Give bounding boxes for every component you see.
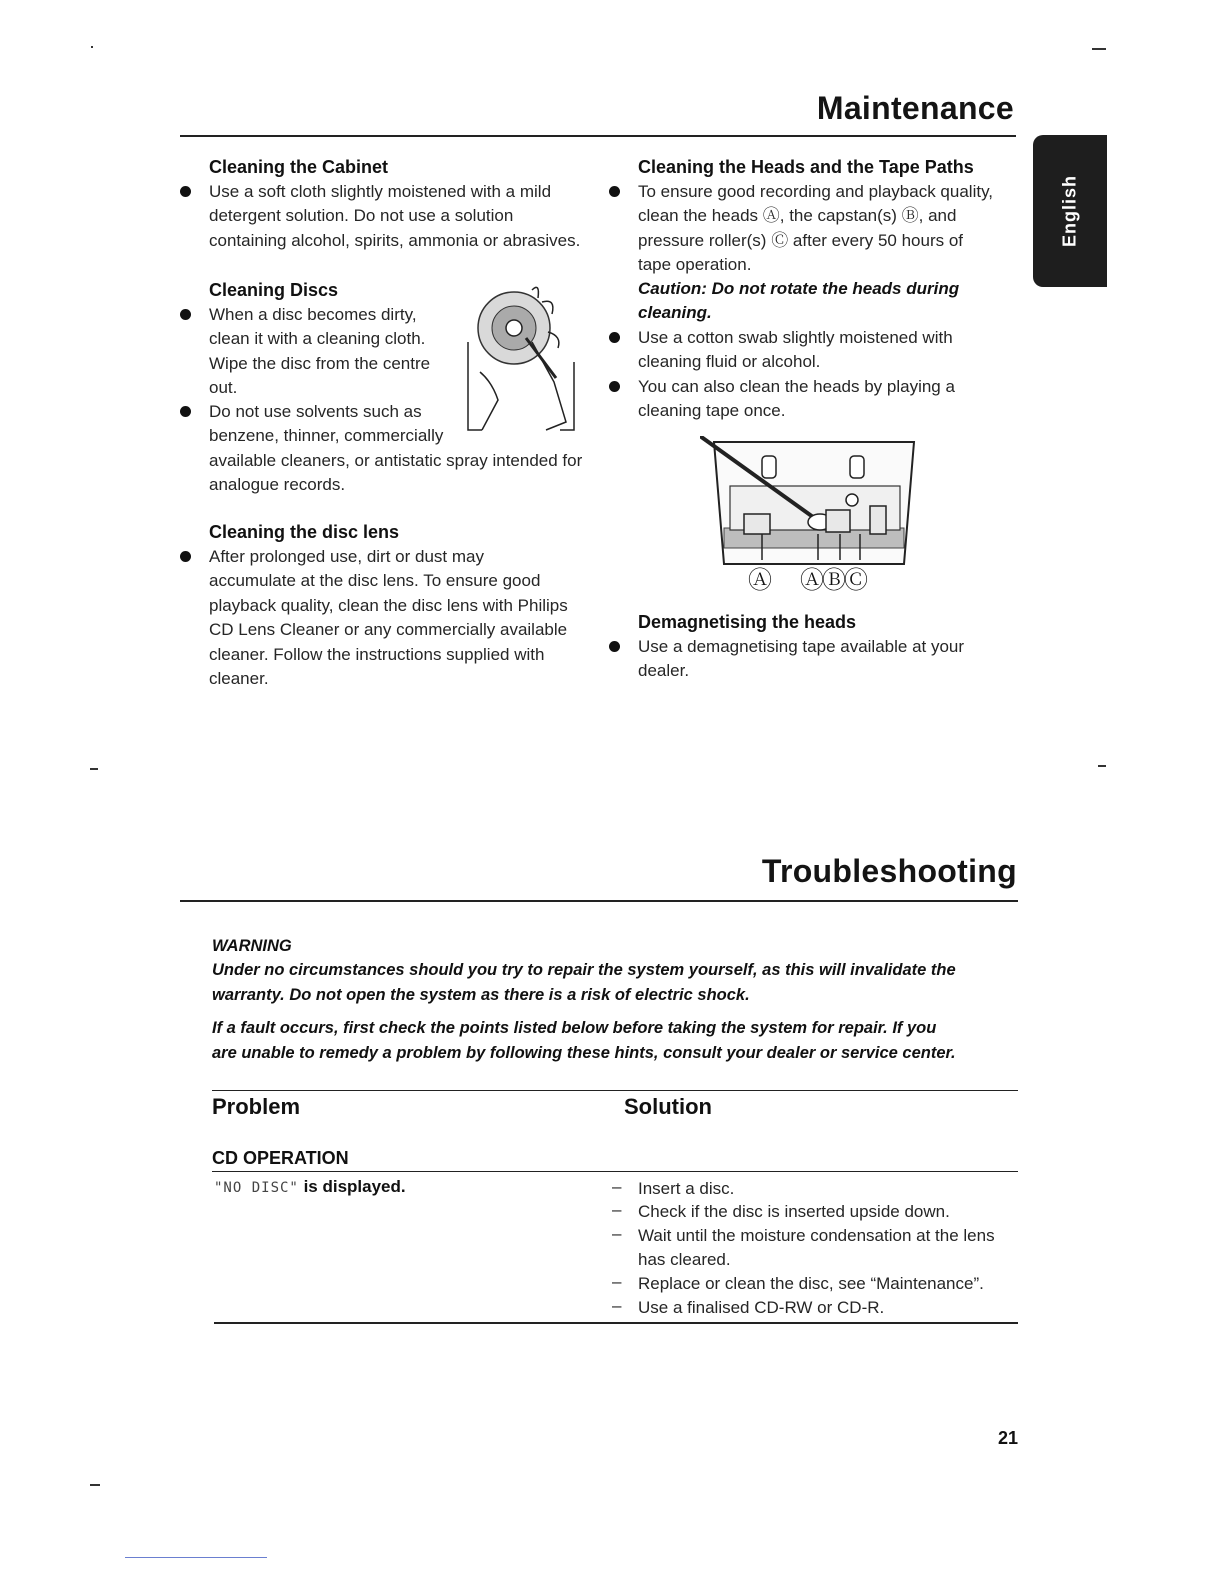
language-tab[interactable]: English (1033, 135, 1107, 287)
solution-column-header: Solution (624, 1094, 712, 1119)
margin-dot (91, 46, 93, 48)
maintenance-title: Maintenance (816, 90, 1014, 126)
discs-bullet2: Do not use solvents such as benzene, thinner, commercially available cleaners, or antistatic spray intended for analogue records. (209, 402, 583, 495)
problem-column-header: Problem (212, 1094, 301, 1119)
crop-mark (90, 1484, 100, 1486)
section-rule (212, 1171, 1018, 1172)
heads-bullet2: Use a cotton swab slightly moistened with cleaning fluid or alcohol. (638, 328, 953, 372)
solution-item: Use a finalised CD-RW or CD-R. (638, 1298, 885, 1317)
solution-item: Check if the disc is inserted upside down. (638, 1202, 950, 1221)
maintenance-rule (180, 135, 1016, 137)
warning-label: WARNING (212, 937, 292, 955)
troubleshooting-rule (180, 900, 1018, 902)
heads-heading: Cleaning the Heads and the Tape Paths (638, 157, 974, 177)
lens-heading: Cleaning the disc lens (209, 522, 400, 542)
problem-text: is displayed. (298, 1177, 406, 1196)
solution-dash: – (612, 1200, 622, 1219)
heads-caution: Caution: Do not rotate the heads during cleaning. (638, 279, 960, 323)
solution-dash: – (612, 1296, 622, 1315)
solution-item: Wait until the moisture condensation at the lens (638, 1226, 995, 1245)
solution-dash: – (612, 1272, 622, 1291)
crop-mark (1092, 48, 1106, 50)
bottom-link-line (125, 1557, 267, 1558)
solution-dash: – (612, 1177, 622, 1196)
solution-item: Insert a disc. (638, 1179, 735, 1198)
cabinet-text: Use a soft cloth slightly moistened with a mild detergent solution. Do not use a solution containing alcohol, spirits, ammonia or abrasives. (209, 182, 581, 250)
disc-cleaning-illustration (462, 282, 580, 434)
bullet (180, 186, 191, 197)
solution-dash: – (612, 1224, 622, 1243)
bullet (609, 332, 620, 343)
demag-heading: Demagnetising the heads (638, 612, 857, 632)
bullet (609, 186, 620, 197)
warning-text: Under no circumstances should you try to repair the system yourself, as this will invalidate the warranty. Do not open the system as there is a risk of electric shock. (212, 961, 956, 1004)
diagram-label-a: Ⓐ (748, 567, 772, 594)
problem-row (214, 1177, 406, 1197)
crop-mark (90, 768, 98, 770)
solution-item: Replace or clean the disc, see “Maintenance”. (638, 1274, 984, 1293)
bullet (609, 381, 620, 392)
heads-bullet1: To ensure good recording and playback quality, clean the heads Ⓐ, the capstan(s) Ⓑ, and pressure roller(s) Ⓒ after every 50 hours of tape operation. (638, 182, 994, 275)
demag-text: Use a demagnetising tape available at your dealer. (638, 637, 965, 681)
display-readout: "NO DISC" (214, 1180, 299, 1196)
section-cd-operation: CD OPERATION (212, 1148, 349, 1168)
solution-item: has cleared. (638, 1250, 731, 1269)
crop-mark (1098, 765, 1106, 767)
lens-text: After prolonged use, dirt or dust may accumulate at the disc lens. To ensure good playback quality, clean the disc lens with Philips CD Lens Cleaner or any commercially available cleaner. Follow the instructions supplied with cleaner. (209, 547, 568, 689)
table-top-rule (212, 1090, 1018, 1091)
discs-heading: Cleaning Discs (209, 280, 339, 300)
discs-bullet1: When a disc becomes dirty, clean it with a cleaning cloth. Wipe the disc from the centre out. (209, 305, 431, 398)
cabinet-heading: Cleaning the Cabinet (209, 157, 389, 177)
diagram-label-abc: ⒶⒷⒸ (800, 567, 866, 594)
heads-bullet3: You can also clean the heads by playing a cleaning tape once. (638, 377, 955, 421)
bullet (180, 309, 191, 320)
page-number: 21 (997, 1428, 1018, 1448)
fault-text: If a fault occurs, first check the points listed below before taking the system for repair. If you are unable to remedy a problem by following these hints, consult your dealer or service center. (212, 1019, 956, 1062)
bullet (609, 641, 620, 652)
bullet (180, 406, 191, 417)
table-bottom-rule (214, 1322, 1018, 1324)
bullet (180, 551, 191, 562)
troubleshooting-title: Troubleshooting (761, 853, 1017, 889)
